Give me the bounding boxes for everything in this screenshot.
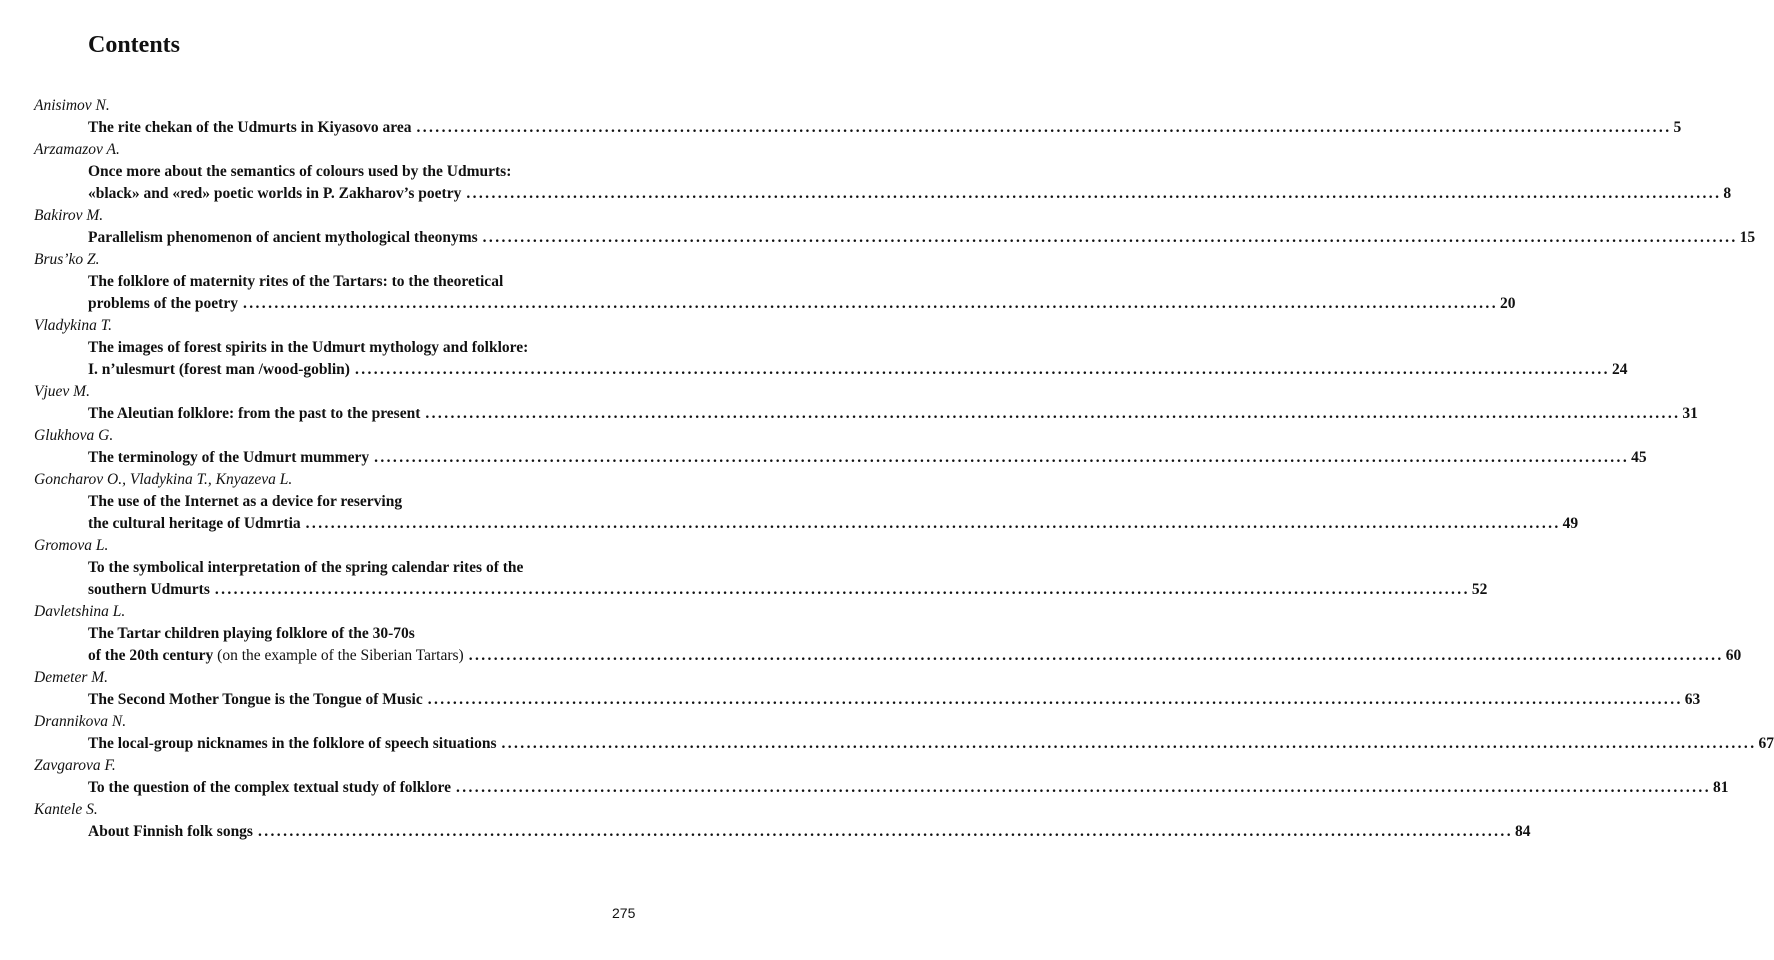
toc-title-last-line xyxy=(34,733,1774,755)
toc-title-last-line xyxy=(34,777,1729,799)
toc-author: Zavgarova F. xyxy=(34,757,116,774)
toc-title-last-line xyxy=(34,359,1628,381)
toc-entry xyxy=(34,425,1647,469)
toc-leader-dots: ........................................................................................................................................................................................................ xyxy=(242,295,1498,312)
toc-title-last-line xyxy=(34,403,1698,425)
toc-page-number: 49 xyxy=(1562,515,1579,532)
toc-leader-dots: ........................................................................................................................................................................................................ xyxy=(305,515,1561,532)
page-title: Contents xyxy=(88,32,181,58)
toc-title-main: problems of the poetry xyxy=(88,295,238,312)
toc-author: Goncharov O., Vladykina T., Knyazeva L. xyxy=(34,471,293,488)
toc-entry xyxy=(34,667,1701,711)
toc-page-number: 84 xyxy=(1514,823,1531,840)
toc-entry xyxy=(34,755,1729,799)
toc-title-last-line xyxy=(34,293,1516,315)
toc-title-line: The use of the Internet as a device for reserving xyxy=(88,493,403,510)
toc-title-line: The folklore of maternity rites of the Tartars: to the theoretical xyxy=(88,273,504,290)
toc-author: Davletshina L. xyxy=(34,603,126,620)
toc-author: Arzamazov A. xyxy=(34,141,120,158)
toc-entry xyxy=(34,249,1516,315)
toc-entry xyxy=(34,95,1682,139)
toc-title-main: The rite chekan of the Udmurts in Kiyasovo area xyxy=(88,119,412,136)
toc-title-main: «black» and «red» poetic worlds in P. Zakharov’s poetry xyxy=(88,185,462,202)
toc-entry xyxy=(34,205,1756,249)
toc-title-text xyxy=(88,733,496,755)
toc-author: Anisimov N. xyxy=(34,97,110,114)
toc-leader-dots: ........................................................................................................................................................................................................ xyxy=(214,581,1470,598)
toc-entry xyxy=(34,711,1774,755)
toc-title-subtitle: (on the example of the Siberian Tartars) xyxy=(213,647,464,664)
toc-title-main: About Finnish folk songs xyxy=(88,823,253,840)
toc-title-text xyxy=(88,447,369,469)
toc-title-text xyxy=(88,579,210,601)
toc-title-main: I. n’ulesmurt (forest man /wood-goblin) xyxy=(88,361,350,378)
toc-title-last-line xyxy=(34,821,1531,843)
toc-author: Demeter M. xyxy=(34,669,109,686)
table-of-contents xyxy=(34,95,1774,843)
toc-title-text xyxy=(88,645,464,667)
toc-page-number: 63 xyxy=(1684,691,1701,708)
toc-leader-dots: ........................................................................................................................................................................................................ xyxy=(482,229,1738,246)
toc-entry xyxy=(34,535,1488,601)
toc-title-last-line xyxy=(34,183,1732,205)
toc-page-number: 15 xyxy=(1739,229,1756,246)
toc-title-text xyxy=(88,359,350,381)
toc-title-text xyxy=(88,183,461,205)
toc-entry xyxy=(34,139,1732,205)
toc-leader-dots: ........................................................................................................................................................................................................ xyxy=(455,779,1711,796)
toc-leader-dots: ........................................................................................................................................................................................................ xyxy=(416,119,1672,136)
toc-title-last-line xyxy=(34,227,1756,249)
toc-title-text xyxy=(88,117,411,139)
toc-title-main: The terminology of the Udmurt mummery xyxy=(88,449,370,466)
toc-leader-dots: ........................................................................................................................................................................................................ xyxy=(354,361,1610,378)
toc-title-main: The Second Mother Tongue is the Tongue of Music xyxy=(88,691,423,708)
toc-page-number: 31 xyxy=(1682,405,1698,422)
toc-title-text xyxy=(88,689,423,711)
toc-author: Drannikova N. xyxy=(34,713,127,730)
toc-title-text xyxy=(88,777,451,799)
toc-title-text xyxy=(88,293,238,315)
toc-title-main: The local-group nicknames in the folklore of speech situations xyxy=(88,735,497,752)
toc-title-text xyxy=(88,821,253,843)
toc-title-last-line xyxy=(34,579,1488,601)
toc-title-last-line xyxy=(34,117,1682,139)
toc-entry xyxy=(34,381,1698,425)
toc-title-main: The Aleutian folklore: from the past to the present xyxy=(88,405,421,422)
toc-title-last-line xyxy=(34,447,1647,469)
toc-author: Gromova L. xyxy=(34,537,109,554)
toc-leader-dots: ........................................................................................................................................................................................................ xyxy=(468,647,1724,664)
page-number: 275 xyxy=(612,905,636,921)
toc-page-number: 8 xyxy=(1723,185,1732,202)
toc-title-main: of the 20th century xyxy=(88,647,214,664)
toc-title-text xyxy=(88,403,420,425)
toc-page-number: 81 xyxy=(1712,779,1729,796)
toc-page-number: 60 xyxy=(1725,647,1742,664)
toc-author: Bakirov M. xyxy=(34,207,104,224)
toc-author: Brus’ko Z. xyxy=(34,251,100,268)
toc-title-last-line xyxy=(34,689,1701,711)
toc-title-main: Parallelism phenomenon of ancient mythological theonyms xyxy=(88,229,478,246)
toc-page-number: 24 xyxy=(1611,361,1628,378)
toc-leader-dots: ........................................................................................................................................................................................................ xyxy=(374,449,1630,466)
toc-title-line: Once more about the semantics of colours used by the Udmurts: xyxy=(88,163,512,180)
toc-page-number: 45 xyxy=(1631,449,1647,466)
toc-title-main: the cultural heritage of Udmrtia xyxy=(88,515,301,532)
toc-entry xyxy=(34,315,1628,381)
toc-page-number: 20 xyxy=(1499,295,1516,312)
toc-title-last-line xyxy=(34,645,1742,667)
toc-page-number: 67 xyxy=(1758,735,1774,752)
toc-title-text xyxy=(88,227,478,249)
toc-title-last-line xyxy=(34,513,1579,535)
toc-leader-dots: ........................................................................................................................................................................................................ xyxy=(466,185,1722,202)
toc-page-number: 52 xyxy=(1471,581,1488,598)
toc-title-main: southern Udmurts xyxy=(88,581,210,598)
toc-leader-dots: ........................................................................................................................................................................................................ xyxy=(257,823,1513,840)
toc-title-line: To the symbolical interpretation of the spring calendar rites of the xyxy=(88,559,524,576)
toc-leader-dots: ........................................................................................................................................................................................................ xyxy=(501,735,1757,752)
toc-page-number: 5 xyxy=(1673,119,1682,136)
toc-title-line: The Tartar children playing folklore of the 30-70s xyxy=(88,625,415,642)
toc-leader-dots: ........................................................................................................................................................................................................ xyxy=(425,405,1681,422)
toc-author: Kantele S. xyxy=(34,801,98,818)
toc-entry xyxy=(34,601,1742,667)
toc-title-main: To the question of the complex textual study of folklore xyxy=(88,779,451,796)
toc-entry xyxy=(34,469,1579,535)
toc-leader-dots: ........................................................................................................................................................................................................ xyxy=(427,691,1683,708)
toc-author: Glukhova G. xyxy=(34,427,114,444)
toc-title-line: The images of forest spirits in the Udmurt mythology and folklore: xyxy=(88,339,529,356)
toc-title-text xyxy=(88,513,301,535)
toc-author: Vjuev M. xyxy=(34,383,90,400)
toc-entry xyxy=(34,799,1531,843)
toc-author: Vladykina T. xyxy=(34,317,113,334)
